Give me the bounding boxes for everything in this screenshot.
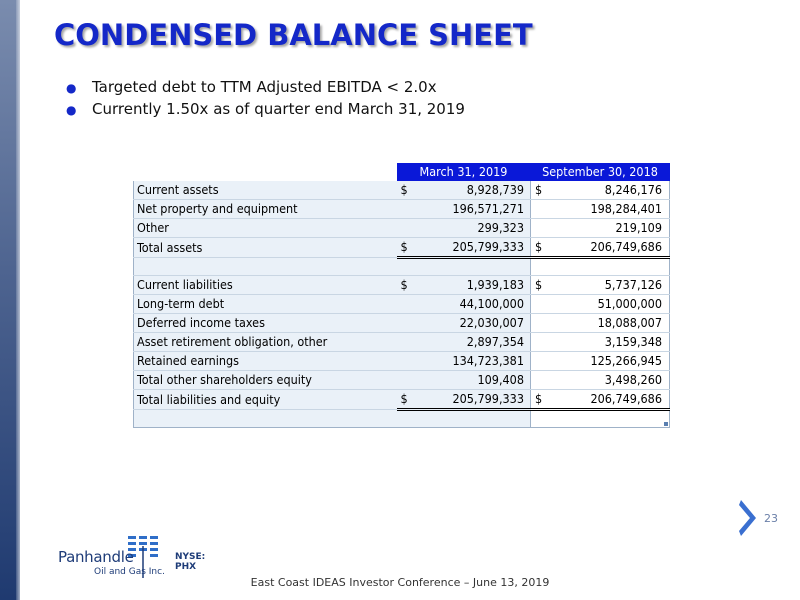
bullet-item <box>66 98 465 120</box>
currency-blank <box>531 352 549 371</box>
value-september-2018: 5,737,126 <box>549 276 670 295</box>
row-label: Net property and equipment <box>134 200 397 219</box>
empty-cell <box>531 410 549 428</box>
row-label: Total assets <box>134 238 397 258</box>
currency-symbol: $ <box>531 181 549 200</box>
value-march-2019: 205,799,333 <box>415 390 531 410</box>
row-label: Long-term debt <box>134 295 397 314</box>
value-march-2019: 196,571,271 <box>415 200 531 219</box>
table-row-total <box>134 390 670 410</box>
currency-blank <box>531 314 549 333</box>
currency-blank <box>397 200 415 219</box>
value-september-2018: 51,000,000 <box>549 295 670 314</box>
currency-blank <box>397 371 415 390</box>
empty-cell <box>397 410 415 428</box>
footer-text: East Coast IDEAS Investor Conference – June 13, 2019 <box>250 576 550 589</box>
table-spacer-row <box>134 258 670 276</box>
value-september-2018: 3,159,348 <box>549 333 670 352</box>
currency-blank <box>531 371 549 390</box>
table-row <box>134 295 670 314</box>
bullet-text: Targeted debt to TTM Adjusted EBITDA < 2.0x <box>92 78 437 96</box>
value-march-2019: 2,897,354 <box>415 333 531 352</box>
table-row <box>134 200 670 219</box>
next-chevron-icon[interactable] <box>738 498 760 538</box>
spacer-cell <box>397 258 415 276</box>
value-march-2019: 22,030,007 <box>415 314 531 333</box>
currency-symbol: $ <box>397 181 415 200</box>
currency-blank <box>531 200 549 219</box>
value-september-2018: 18,088,007 <box>549 314 670 333</box>
row-label: Current liabilities <box>134 276 397 295</box>
row-label: Total liabilities and equity <box>134 390 397 410</box>
currency-blank <box>397 333 415 352</box>
spacer-cell <box>531 258 549 276</box>
table-row <box>134 352 670 371</box>
bullet-text: Currently 1.50x as of quarter end March 31, 2019 <box>92 100 465 118</box>
stock-ticker: NYSE: PHX <box>175 552 206 572</box>
currency-blank <box>397 219 415 238</box>
column-header-march-2019: March 31, 2019 <box>397 163 531 181</box>
table-empty-row <box>134 410 670 428</box>
slide-title: CONDENSED BALANCE SHEET <box>54 18 533 52</box>
spacer-cell <box>415 258 531 276</box>
row-label: Asset retirement obligation, other <box>134 333 397 352</box>
table-row <box>134 219 670 238</box>
value-march-2019: 299,323 <box>415 219 531 238</box>
table-row <box>134 333 670 352</box>
value-september-2018: 198,284,401 <box>549 200 670 219</box>
table-row-total <box>134 238 670 258</box>
currency-symbol: $ <box>531 238 549 258</box>
value-march-2019: 109,408 <box>415 371 531 390</box>
empty-cell <box>549 410 670 428</box>
table-row <box>134 181 670 200</box>
column-header-september-2018: September 30, 2018 <box>531 163 670 181</box>
currency-blank <box>531 219 549 238</box>
value-march-2019: 134,723,381 <box>415 352 531 371</box>
row-label: Total other shareholders equity <box>134 371 397 390</box>
logo-name: Panhandle <box>58 548 134 566</box>
row-label: Current assets <box>134 181 397 200</box>
value-march-2019: 44,100,000 <box>415 295 531 314</box>
bullet-dot-icon: ● <box>66 81 77 95</box>
value-september-2018: 206,749,686 <box>549 238 670 258</box>
currency-symbol: $ <box>397 276 415 295</box>
value-september-2018: 219,109 <box>549 219 670 238</box>
currency-blank <box>531 333 549 352</box>
empty-cell <box>134 410 397 428</box>
currency-blank <box>397 295 415 314</box>
header-blank-cell <box>134 163 397 181</box>
table-row <box>134 371 670 390</box>
page-number: 23 <box>764 512 778 525</box>
table-header-row <box>134 163 670 181</box>
value-september-2018: 125,266,945 <box>549 352 670 371</box>
spacer-cell <box>549 258 670 276</box>
currency-symbol: $ <box>531 390 549 410</box>
value-march-2019: 8,928,739 <box>415 181 531 200</box>
balance-sheet-table <box>133 163 670 428</box>
logo-subtitle: Oil and Gas Inc. <box>94 567 165 577</box>
currency-symbol: $ <box>397 390 415 410</box>
currency-blank <box>397 314 415 333</box>
bullet-dot-icon: ● <box>66 103 77 117</box>
row-label: Other <box>134 219 397 238</box>
value-march-2019: 205,799,333 <box>415 238 531 258</box>
currency-symbol: $ <box>397 238 415 258</box>
resize-grip-icon[interactable] <box>664 422 668 426</box>
value-september-2018: 3,498,260 <box>549 371 670 390</box>
table-row <box>134 314 670 333</box>
spacer-cell <box>134 258 397 276</box>
row-label: Deferred income taxes <box>134 314 397 333</box>
empty-cell <box>415 410 531 428</box>
bullet-item <box>66 76 465 98</box>
table-row <box>134 276 670 295</box>
value-september-2018: 8,246,176 <box>549 181 670 200</box>
left-accent-bar <box>0 0 20 600</box>
currency-symbol: $ <box>531 276 549 295</box>
value-march-2019: 1,939,183 <box>415 276 531 295</box>
bullet-list <box>66 76 465 120</box>
currency-blank <box>531 295 549 314</box>
currency-blank <box>397 352 415 371</box>
row-label: Retained earnings <box>134 352 397 371</box>
value-september-2018: 206,749,686 <box>549 390 670 410</box>
